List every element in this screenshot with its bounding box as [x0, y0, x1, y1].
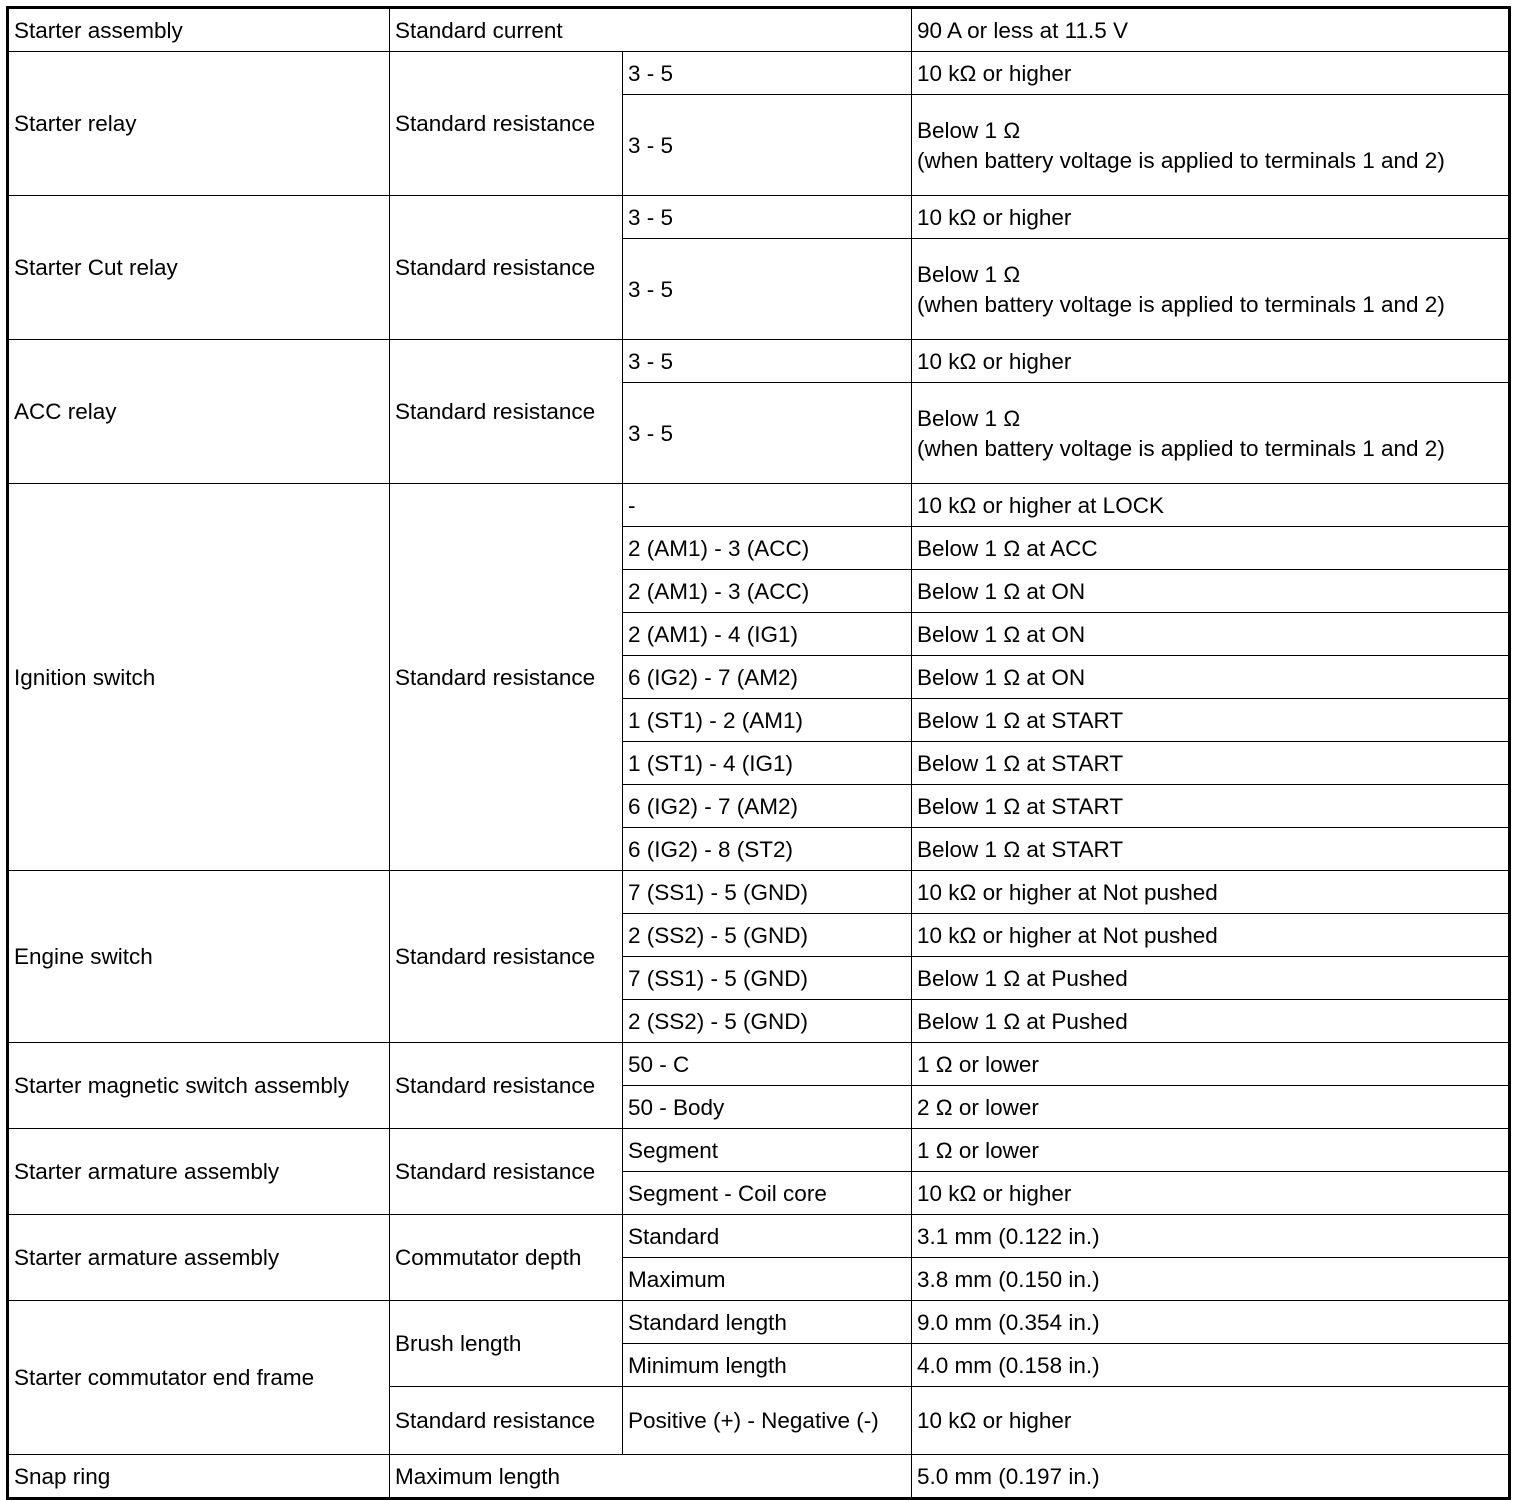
- value-cell: 10 kΩ or higher at LOCK: [912, 484, 1510, 527]
- value-cell: 9.0 mm (0.354 in.): [912, 1301, 1510, 1344]
- condition-cell: 3 - 5: [623, 52, 912, 95]
- component-cell: Starter armature assembly: [8, 1215, 390, 1301]
- item-cell: Standard resistance: [390, 52, 623, 196]
- value-cell: Below 1 Ω (when battery voltage is applied to terminals 1 and 2): [912, 95, 1510, 196]
- condition-cell: 7 (SS1) - 5 (GND): [623, 871, 912, 914]
- table-row: [8, 340, 1510, 383]
- condition-cell: 2 (AM1) - 4 (IG1): [623, 613, 912, 656]
- value-cell: Below 1 Ω at Pushed: [912, 957, 1510, 1000]
- component-cell: ACC relay: [8, 340, 390, 484]
- value-cell: 10 kΩ or higher at Not pushed: [912, 871, 1510, 914]
- value-cell: 10 kΩ or higher at Not pushed: [912, 914, 1510, 957]
- value-cell: 2 Ω or lower: [912, 1086, 1510, 1129]
- condition-cell: 6 (IG2) - 7 (AM2): [623, 656, 912, 699]
- item-cell: Standard resistance: [390, 196, 623, 340]
- condition-cell: Segment: [623, 1129, 912, 1172]
- value-cell: 10 kΩ or higher: [912, 1172, 1510, 1215]
- value-cell: 4.0 mm (0.158 in.): [912, 1344, 1510, 1387]
- item-cell: Standard resistance: [390, 484, 623, 871]
- condition-cell: 50 - C: [623, 1043, 912, 1086]
- condition-cell: 2 (SS2) - 5 (GND): [623, 1000, 912, 1043]
- value-cell: 10 kΩ or higher: [912, 340, 1510, 383]
- value-cell: 1 Ω or lower: [912, 1043, 1510, 1086]
- value-cell: Below 1 Ω (when battery voltage is applied to terminals 1 and 2): [912, 239, 1510, 340]
- table-row: [8, 1455, 1510, 1499]
- table-row: [8, 196, 1510, 239]
- value-cell: Below 1 Ω at ON: [912, 613, 1510, 656]
- value-cell: 1 Ω or lower: [912, 1129, 1510, 1172]
- component-cell: Starter relay: [8, 52, 390, 196]
- value-cell: Below 1 Ω at ON: [912, 656, 1510, 699]
- condition-cell: 7 (SS1) - 5 (GND): [623, 957, 912, 1000]
- condition-cell: Positive (+) - Negative (-): [623, 1387, 912, 1455]
- value-cell: 3.1 mm (0.122 in.): [912, 1215, 1510, 1258]
- value-cell: 10 kΩ or higher: [912, 1387, 1510, 1455]
- table-row: [8, 8, 1510, 52]
- condition-cell: 50 - Body: [623, 1086, 912, 1129]
- value-cell: 90 A or less at 11.5 V: [912, 8, 1510, 52]
- value-cell: 10 kΩ or higher: [912, 196, 1510, 239]
- condition-cell: Standard length: [623, 1301, 912, 1344]
- value-cell: Below 1 Ω at START: [912, 699, 1510, 742]
- item-cell: Standard resistance: [390, 1129, 623, 1215]
- value-cell: Below 1 Ω at ACC: [912, 527, 1510, 570]
- value-cell: Below 1 Ω at START: [912, 785, 1510, 828]
- condition-cell: 3 - 5: [623, 239, 912, 340]
- item-cell: Brush length: [390, 1301, 623, 1387]
- condition-cell: 6 (IG2) - 7 (AM2): [623, 785, 912, 828]
- table-row: [8, 52, 1510, 95]
- component-cell: Starter commutator end frame: [8, 1301, 390, 1455]
- item-cell: Maximum length: [390, 1455, 912, 1499]
- table-row: [8, 871, 1510, 914]
- condition-cell: Minimum length: [623, 1344, 912, 1387]
- table-row: [8, 1129, 1510, 1172]
- item-cell: Standard resistance: [390, 1387, 623, 1455]
- condition-cell: 2 (AM1) - 3 (ACC): [623, 570, 912, 613]
- item-cell: Standard current: [390, 8, 912, 52]
- table-row: [8, 484, 1510, 527]
- item-cell: Standard resistance: [390, 1043, 623, 1129]
- item-cell: Standard resistance: [390, 340, 623, 484]
- condition-cell: 1 (ST1) - 4 (IG1): [623, 742, 912, 785]
- component-cell: Starter assembly: [8, 8, 390, 52]
- condition-cell: Maximum: [623, 1258, 912, 1301]
- condition-cell: 2 (AM1) - 3 (ACC): [623, 527, 912, 570]
- table-row: [8, 1301, 1510, 1344]
- value-cell: 3.8 mm (0.150 in.): [912, 1258, 1510, 1301]
- condition-cell: Standard: [623, 1215, 912, 1258]
- value-cell: Below 1 Ω (when battery voltage is applied to terminals 1 and 2): [912, 383, 1510, 484]
- component-cell: Snap ring: [8, 1455, 390, 1499]
- condition-cell: 3 - 5: [623, 196, 912, 239]
- specification-table: [6, 6, 1511, 1500]
- condition-cell: 6 (IG2) - 8 (ST2): [623, 828, 912, 871]
- item-cell: Commutator depth: [390, 1215, 623, 1301]
- condition-cell: 3 - 5: [623, 340, 912, 383]
- value-cell: 10 kΩ or higher: [912, 52, 1510, 95]
- value-cell: Below 1 Ω at START: [912, 828, 1510, 871]
- condition-cell: -: [623, 484, 912, 527]
- table-row: [8, 1215, 1510, 1258]
- item-cell: Standard resistance: [390, 871, 623, 1043]
- condition-cell: 3 - 5: [623, 95, 912, 196]
- value-cell: Below 1 Ω at ON: [912, 570, 1510, 613]
- component-cell: Engine switch: [8, 871, 390, 1043]
- value-cell: Below 1 Ω at START: [912, 742, 1510, 785]
- component-cell: Ignition switch: [8, 484, 390, 871]
- component-cell: Starter magnetic switch assembly: [8, 1043, 390, 1129]
- condition-cell: 3 - 5: [623, 383, 912, 484]
- table-row: [8, 1043, 1510, 1086]
- component-cell: Starter Cut relay: [8, 196, 390, 340]
- condition-cell: Segment - Coil core: [623, 1172, 912, 1215]
- condition-cell: 2 (SS2) - 5 (GND): [623, 914, 912, 957]
- component-cell: Starter armature assembly: [8, 1129, 390, 1215]
- value-cell: 5.0 mm (0.197 in.): [912, 1455, 1510, 1499]
- condition-cell: 1 (ST1) - 2 (AM1): [623, 699, 912, 742]
- value-cell: Below 1 Ω at Pushed: [912, 1000, 1510, 1043]
